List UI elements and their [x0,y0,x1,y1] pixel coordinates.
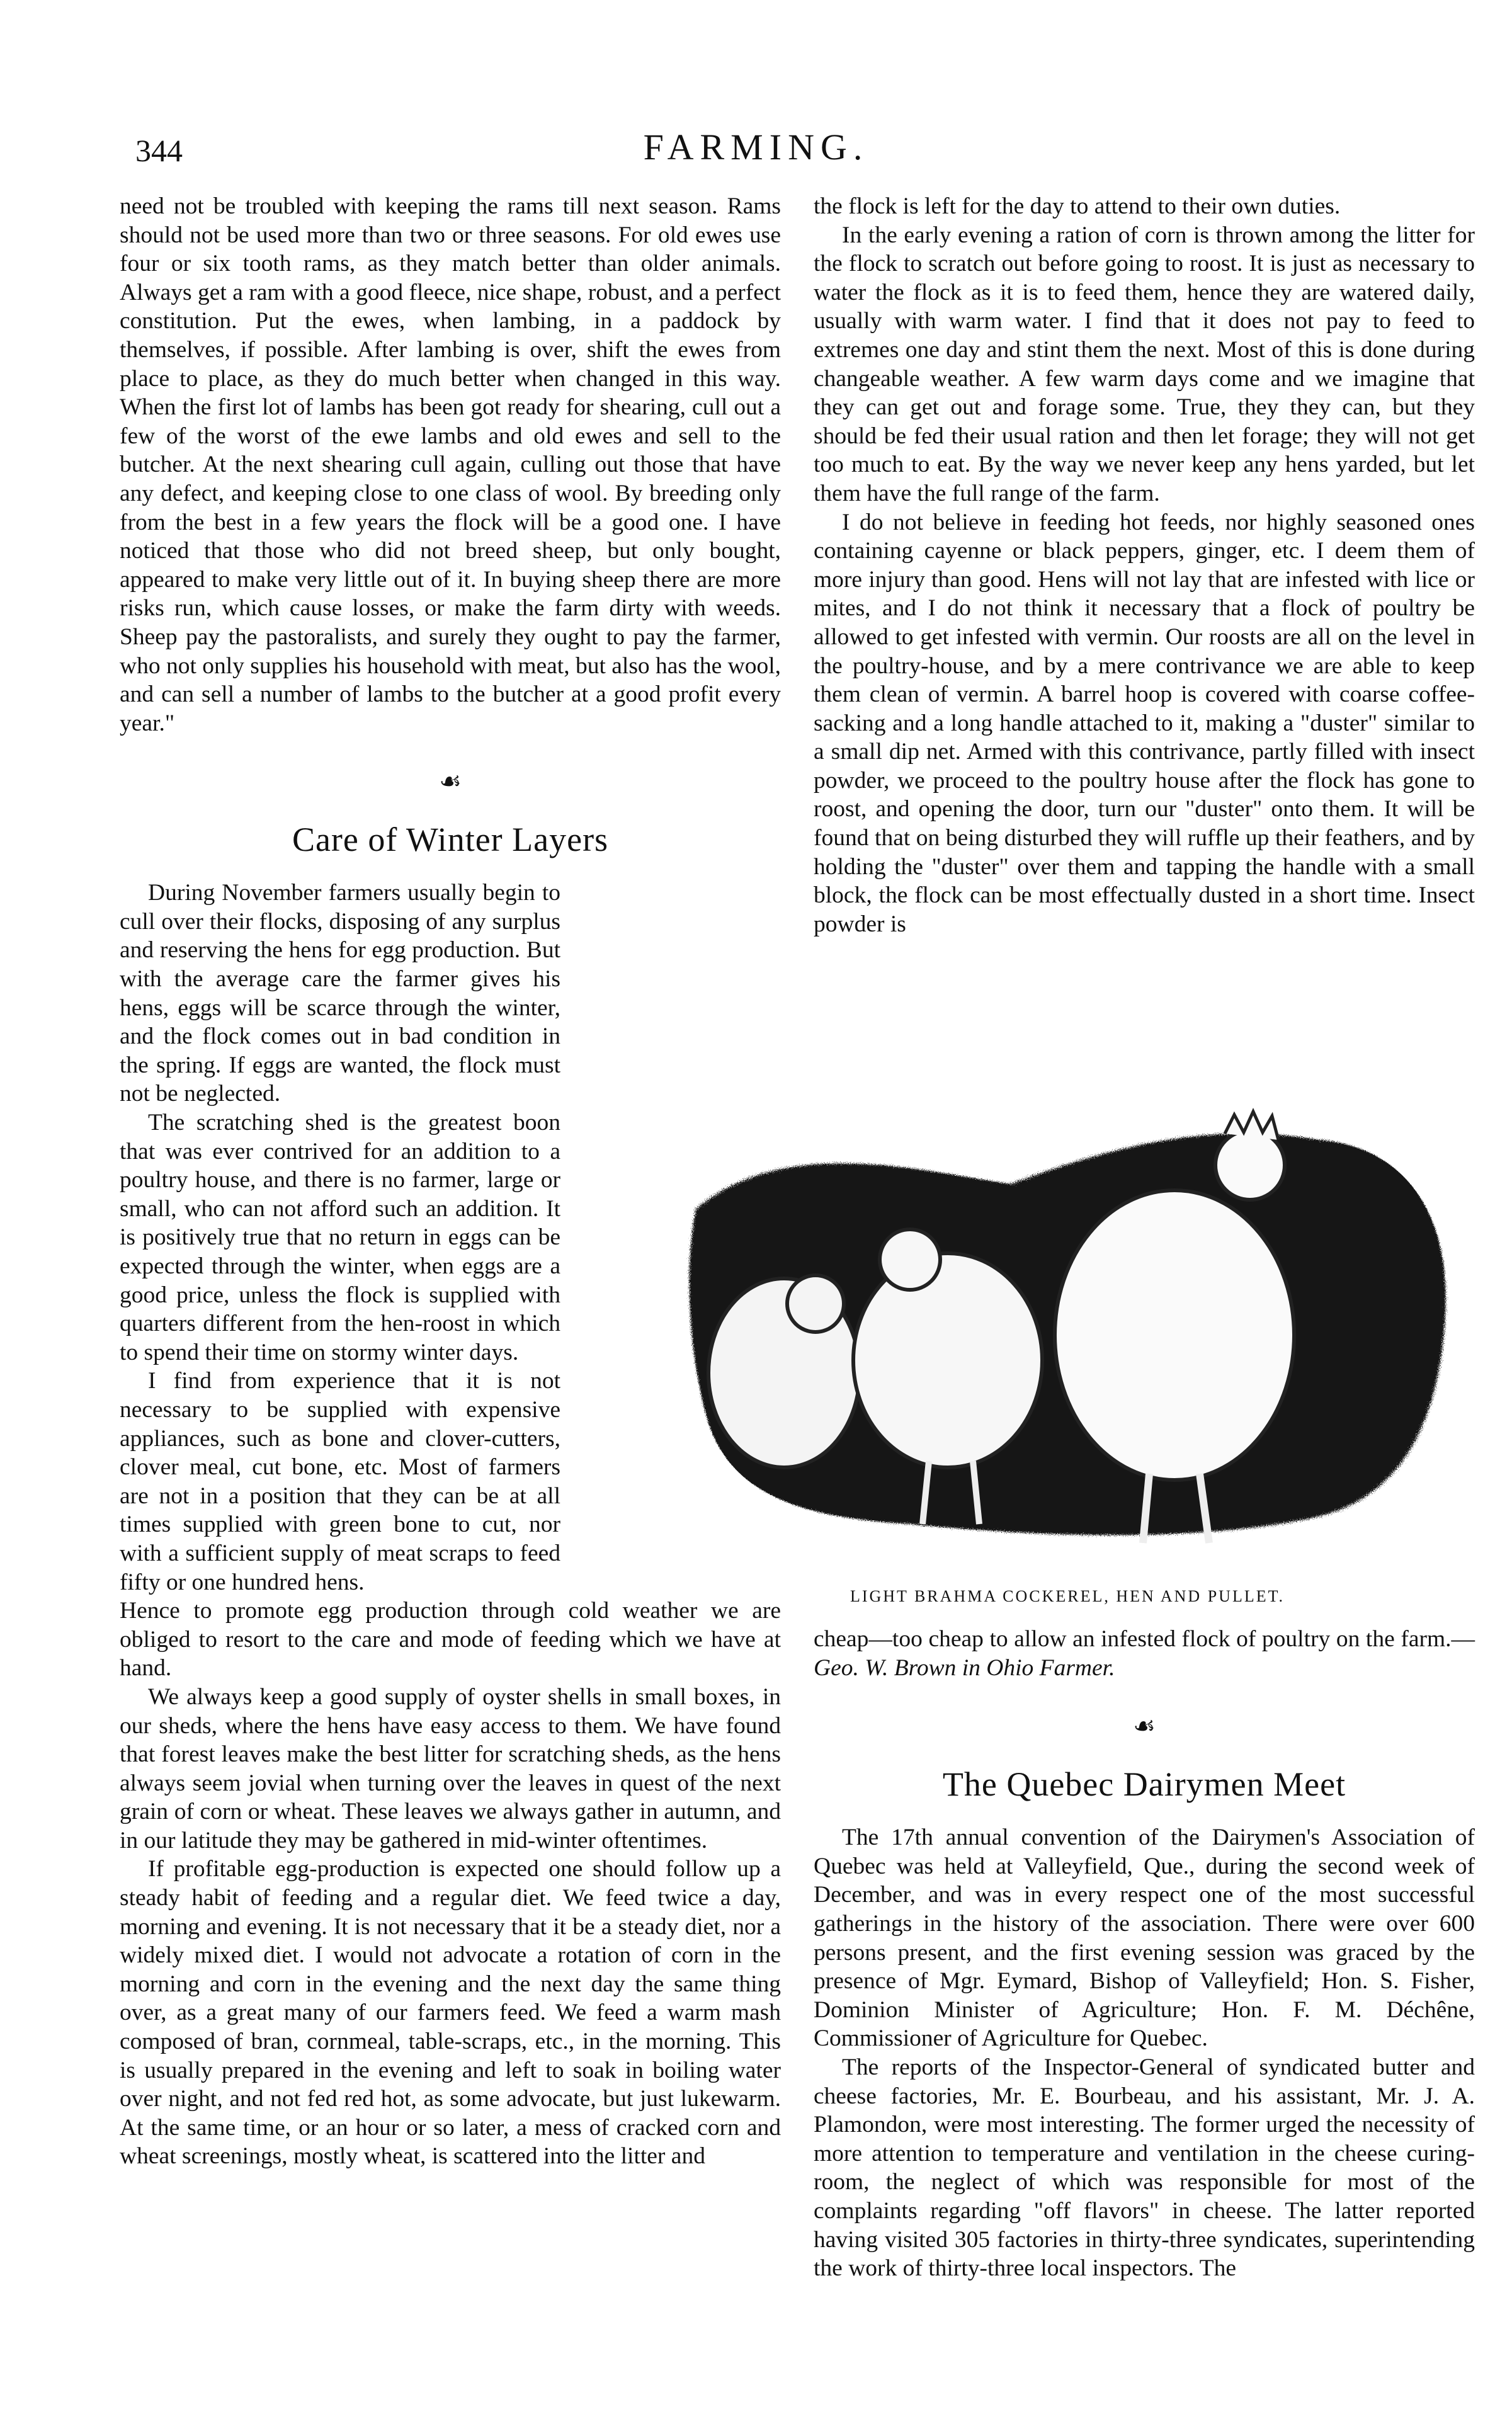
poultry-illustration [658,1020,1477,1574]
article-paragraph: The 17th annual convention of the Dairymen's Association of Quebec was held at Valleyfield, Que., during the second week of December, and was in every respect one of the most successful gatherings in the history of the association. There were over 600 persons present, and the first evening session was graced by the presence of Mgr. Eymard, Bishop of Valleyfield; Hon. S. Fisher, Dominion Minister of Agriculture; Hon. F. M. Déchêne, Commissioner of Agriculture for Quebec. [814,1825,1475,2052]
article-paragraph: In the early evening a ration of corn is thrown among the litter for the flock to scratch out before going to roost. It is just as necessary to water the flock as it is to feed them, hence they are watered daily, usually with warm water. I find that it does not pay to feed to extremes one day and stint them the next. Most of this is done during changeable weather. A few warm days come and we imagine that they can get out and forage some. True, they they can, but they should be fed their usual ration and then let forage; they will not get too much to eat. By the way we never keep any hens yarded, but let them have the full range of the farm. [814,222,1475,506]
article-paragraph: The reports of the Inspector-General of syndicated butter and cheese factories, Mr. E. Bourbeau, and his assistant, Mr. J. A. Plamondon, were most interesting. The former urged the necessity of more attention to temperature and ventilation in the cheese curing-room, the neglect of which was responsible for most of the complaints regarding "off flavors" in cheese. The latter reported having visited 305 factories in thirty-three syndicates, superintending the work of thirty-three local inspectors. The [814,2054,1475,2282]
right-column [814,192,1475,938]
article-paragraph: I do not believe in feeding hot feeds, nor highly seasoned ones containing cayenne or black peppers, ginger, etc. I deem them of more injury than good. Hens will not lay that are infested with lice or mites, and I do not think it necessary that a flock of poultry be allowed to get infested with vermin. Our roosts are all on the level in the poultry-house, and by a mere contrivance we are able to keep them clean of vermin. A barrel hoop is covered with coarse coffee-sacking and a long handle attached to it, making a "duster" similar to a small dip net. Armed with this contrivance, partly filled with insect powder, we proceed to the poultry house after the flock has gone to roost, and opening the door, turn our "duster" onto them. It will be found that on being disturbed they will ruffle up their feathers, and by holding the "duster" over them and tapping the handle with a small block, the flock can be most effectually dusted in a short time. Insect powder is [814,509,1475,937]
article-paragraph: I find from experience that it is not necessary to be supplied with expensive appliances, such as bone and clover-cutters, clover meal, cut bone, etc. Most of farmers are not in a position that they can be at all times supplied with green bone to cut, nor with a sufficient supply of meat scraps to feed fifty or one hundred hens. [120,1368,560,1595]
attribution: Geo. W. Brown in Ohio Farmer. [814,1654,1115,1681]
article-paragraph: We always keep a good supply of oyster shells in small boxes, in our sheds, where the hens have easy access to them. We have found that forest leaves make the best litter for scratching sheds, as the hens always seem jovial when turning over the leaves in quest of the next grain of corn or wheat. These leaves we always gather in autumn, and in our latitude they may be gathered in mid-winter oftentimes. [120,1683,781,1853]
section-ornament: ☙ [439,767,462,796]
article-paragraph: If profitable egg-production is expected one should follow up a steady habit of feeding and a regular diet. We feed twice a day, morning and evening. It is not necessary that it be a steady diet, nor a widely mixed diet. I would not advocate a rotation of corn in the morning and corn in the evening and the next day the same thing over, as a great many of our farmers feed. We feed a warm mash composed of bran, cornmeal, table-scraps, etc., in the morning. This is usually prepared in the evening and left to soak in boiling water over night, and not fed red hot, as some advocate, but just lukewarm. At the same time, or an hour or so later, a mess of cracked corn and wheat screenings, mostly wheat, is scattered into the litter and [120,1856,781,2170]
closing-paragraph [814,1625,1475,1682]
article-paragraph: the flock is left for the day to attend to their own duties. [814,193,1341,219]
article-narrow-block [120,879,560,1597]
section-ornament: ☙ [1133,1712,1156,1741]
figure-caption: LIGHT BRAHMA COCKEREL, HEN AND PULLET. [850,1587,1285,1605]
running-head: FARMING. [643,127,869,168]
article-paragraph: Hence to promote egg production through cold weather we are obliged to resort to the care and mode of feeding which we have at hand. [120,1598,781,1682]
right-column-lower [814,1625,1475,2283]
article-paragraph: The scratching shed is the greatest boon that was ever contrived for an addition to a poultry house, and there is no farmer, large or small, who can not afford such an addition. It is positively true that no return in eggs can be expected through the winter, when eggs are a good price, unless the flock is supplied with quarters different from the hen-roost in which to spend their time on stormy winter days. [120,1110,560,1365]
closing-text: cheap—too cheap to allow an infested flock of poultry on the farm.— [814,1626,1475,1652]
article-title: Care of Winter Layers [292,821,609,859]
article-paragraph: During November farmers usually begin to cull over their flocks, disposing of any surplus and reserving the hens for egg production. But with the average care the farmer gives his hens, eggs will be scarce through the winter, and the flock comes out in bad condition in the spring. If eggs are wanted, the flock must not be neglected. [120,880,560,1107]
continued-paragraph: need not be troubled with keeping the rams till next season. Rams should not be used more than two or three seasons. For old ewes use four or six tooth rams, as they match better than older animals. Always get a ram with a good fleece, nice shape, robust, and a perfect constitution. Put the ewes, when lambing, in a paddock by themselves, if possible. After lambing is over, shift the ewes from place to place, as they do much better when changed in this way. When the first lot of lambs has been got ready for shearing, cull out a few of the worst of the ewe lambs and old ewes and sell to the butcher. At the next shearing cull again, culling out those that have any defect, and keeping close to one class of wool. By breeding only from the best in a few years the flock will be a good one. I have noticed that those who did not breed sheep, but only bought, appeared to make very little out of it. In buying sheep there are more risks run, which cause losses, or make the farm dirty with weeds. Sheep pay the pastoralists, and surely they ought to pay the farmer, who not only supplies his household with meat, but also has the wool, and can sell a number of lambs to the butcher at a good profit every year." [120,193,781,736]
page-number: 344 [135,133,183,168]
hen-left-figure [708,1275,860,1467]
article-title: The Quebec Dairymen Meet [942,1765,1346,1804]
